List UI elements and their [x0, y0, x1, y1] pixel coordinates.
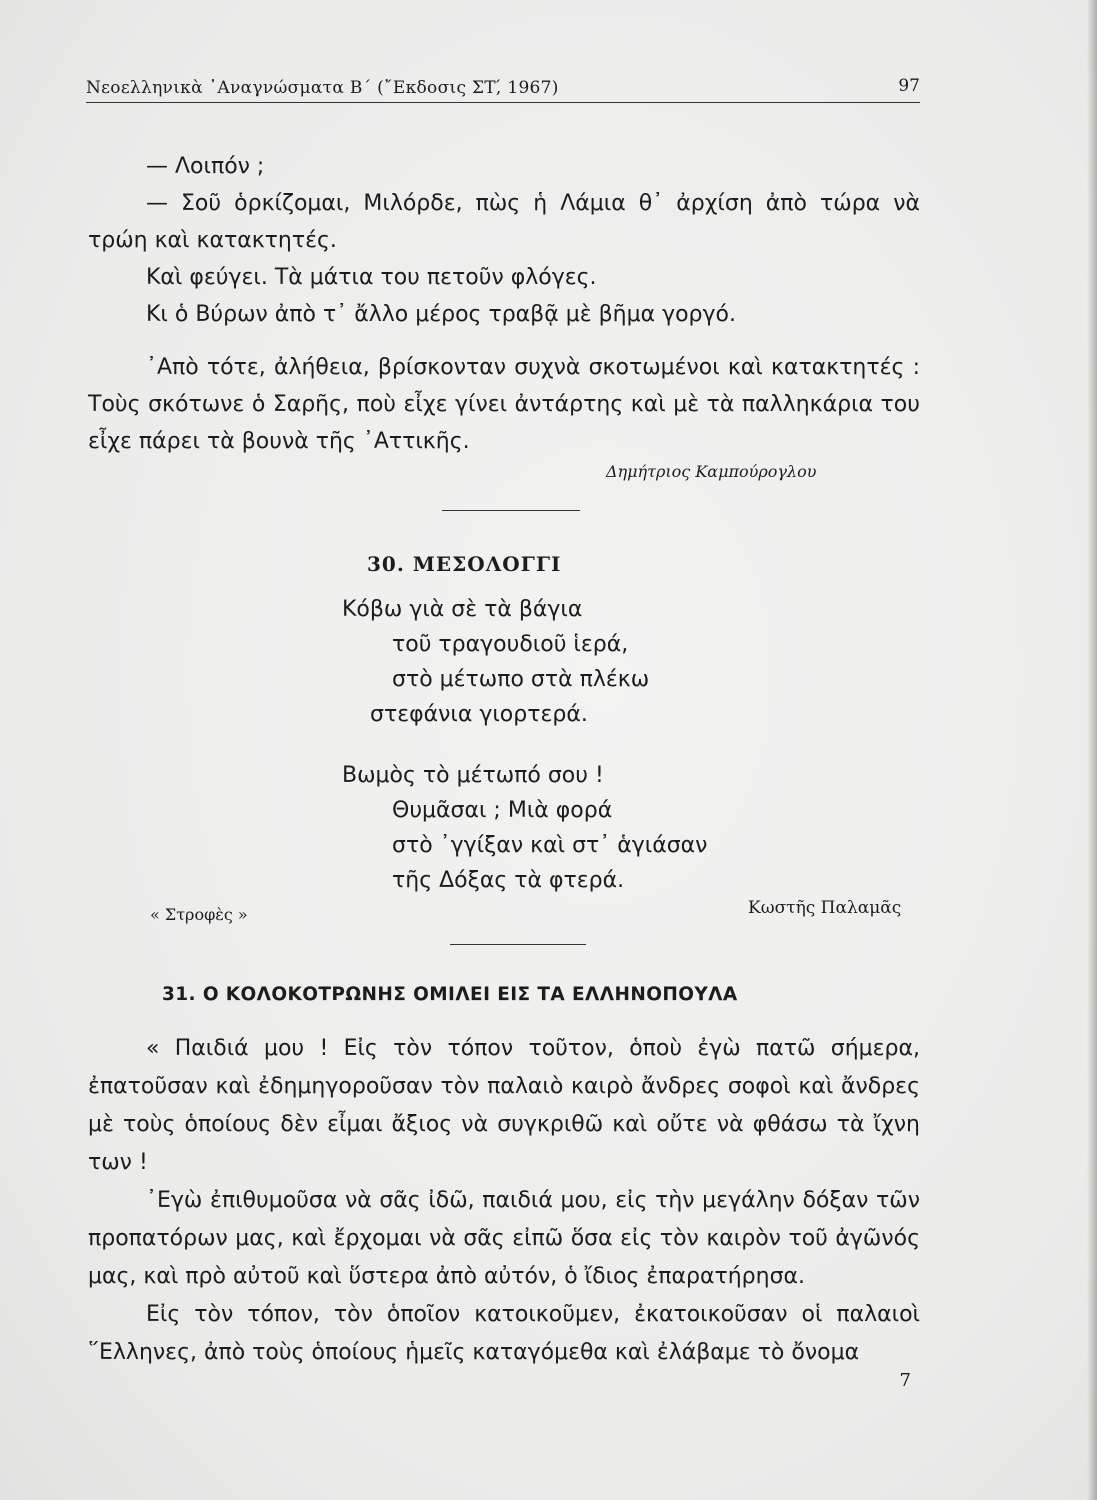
- poem-stanza-1: [342, 592, 649, 732]
- page-edge-shadow: [1087, 0, 1097, 1500]
- page-number: 97: [898, 76, 920, 96]
- section-31-text: [88, 1030, 920, 1372]
- paragraph: — Σοῦ ὁρκίζομαι, Μιλόρδε, πὼς ἡ Λάμια θ᾿ ἀρχίση ἀπὸ τώρα νὰ τρώη καὶ κατακτητές.: [88, 191, 920, 253]
- paragraph: Εἰς τὸν τόπον, τὸν ὁποῖον κατοικοῦμεν, ἐκατοικοῦσαν οἱ παλαιοὶ ῞Ελληνες, ἀπὸ τοὺς ὁποίους ἡμεῖς καταγόμεθα καὶ ἐλάβαμε τὸ ὄνομα: [88, 1302, 920, 1365]
- poem-source: « Στροφὲς »: [150, 905, 248, 924]
- author-signature: Κωστῆς Παλαμᾶς: [748, 898, 902, 918]
- section-divider: [442, 510, 580, 511]
- prev-section-text: [88, 148, 920, 460]
- poem-line: στὸ μέτωπο στὰ πλέκω: [392, 667, 650, 692]
- signature-mark: 7: [899, 1370, 911, 1391]
- section-title: 30. ΜΕΣΟΛΟΓΓΙ: [367, 552, 562, 576]
- poem-line: Βωμὸς τὸ μέτωπό σου !: [342, 763, 604, 788]
- author-signature: Δημήτριος Καμπούρογλου: [606, 462, 817, 481]
- poem-line: Θυμᾶσαι ; Μιὰ φορά: [392, 798, 613, 823]
- paragraph: « Παιδιά μου ! Εἰς τὸν τόπον τοῦτον, ὁποὺ ἐγὼ πατῶ σήμερα, ἐπατοῦσαν καὶ ἐδημηγοροῦσαν τὸν παλαιὸ καιρὸ ἄνδρες σοφοὶ καὶ ἄνδρες μὲ τοὺς ὁποίους δὲν εἶμαι ἄξιος νὰ συγκριθῶ καὶ οὔτε νὰ φθάσω τὰ ἴχνη των !: [88, 1036, 920, 1175]
- running-header: [86, 68, 920, 103]
- paragraph: — Λοιπόν ;: [146, 154, 265, 179]
- paragraph: ᾿Εγὼ ἐπιθυμοῦσα νὰ σᾶς ἰδῶ, παιδιά μου, εἰς τὴν μεγάλην δόξαν τῶν προπατόρων μας, καὶ ἔρχομαι νὰ σᾶς εἰπῶ ὅσα εἰς τὸν καιρὸν τοῦ ἀγῶνός μας, καὶ πρὸ αὐτοῦ καὶ ὕστερα ἀπὸ αὐτόν, ὁ ἴδιος ἐπαρατήρησα.: [88, 1188, 920, 1289]
- poem-stanza-2: [342, 758, 707, 898]
- poem-line: τοῦ τραγουδιοῦ ἱερά,: [392, 632, 629, 657]
- paragraph: Κι ὁ Βύρων ἀπὸ τ᾿ ἄλλο μέρος τραβᾷ μὲ βῆμα γοργό.: [146, 302, 736, 327]
- poem-line: στεφάνια γιορτερά.: [370, 702, 588, 727]
- paragraph: Καὶ φεύγει. Τὰ μάτια του πετοῦν φλόγες.: [146, 265, 597, 290]
- running-title: Νεοελληνικὰ ᾿Αναγνώσματα Β΄ (῎Εκδοσις ΣΤ,́ 1967): [86, 78, 559, 98]
- poem-line: Κόβω γιὰ σὲ τὰ βάγια: [342, 597, 583, 622]
- section-divider: [450, 944, 586, 945]
- paragraph: ᾿Απὸ τότε, ἀλήθεια, βρίσκονταν συχνὰ σκοτωμένοι καὶ κατακτητές : Τοὺς σκότωνε ὁ Σαρῆς, ποὺ εἶχε γίνει ἀντάρτης καὶ μὲ τὰ παλληκάρια του εἶχε πάρει τὰ βουνὰ τῆς ᾿Αττικῆς.: [88, 355, 920, 454]
- poem-line: τῆς Δόξας τὰ φτερά.: [392, 868, 625, 893]
- section-title: 31. Ο ΚΟΛΟΚΟΤΡΩΝΗΣ ΟΜΙΛΕΙ ΕΙΣ ΤΑ ΕΛΛΗΝΟΠΟΥΛΑ: [162, 984, 738, 1005]
- poem-line: στὸ ᾿γγίξαν καὶ στ᾿ ἁγιάσαν: [392, 833, 708, 858]
